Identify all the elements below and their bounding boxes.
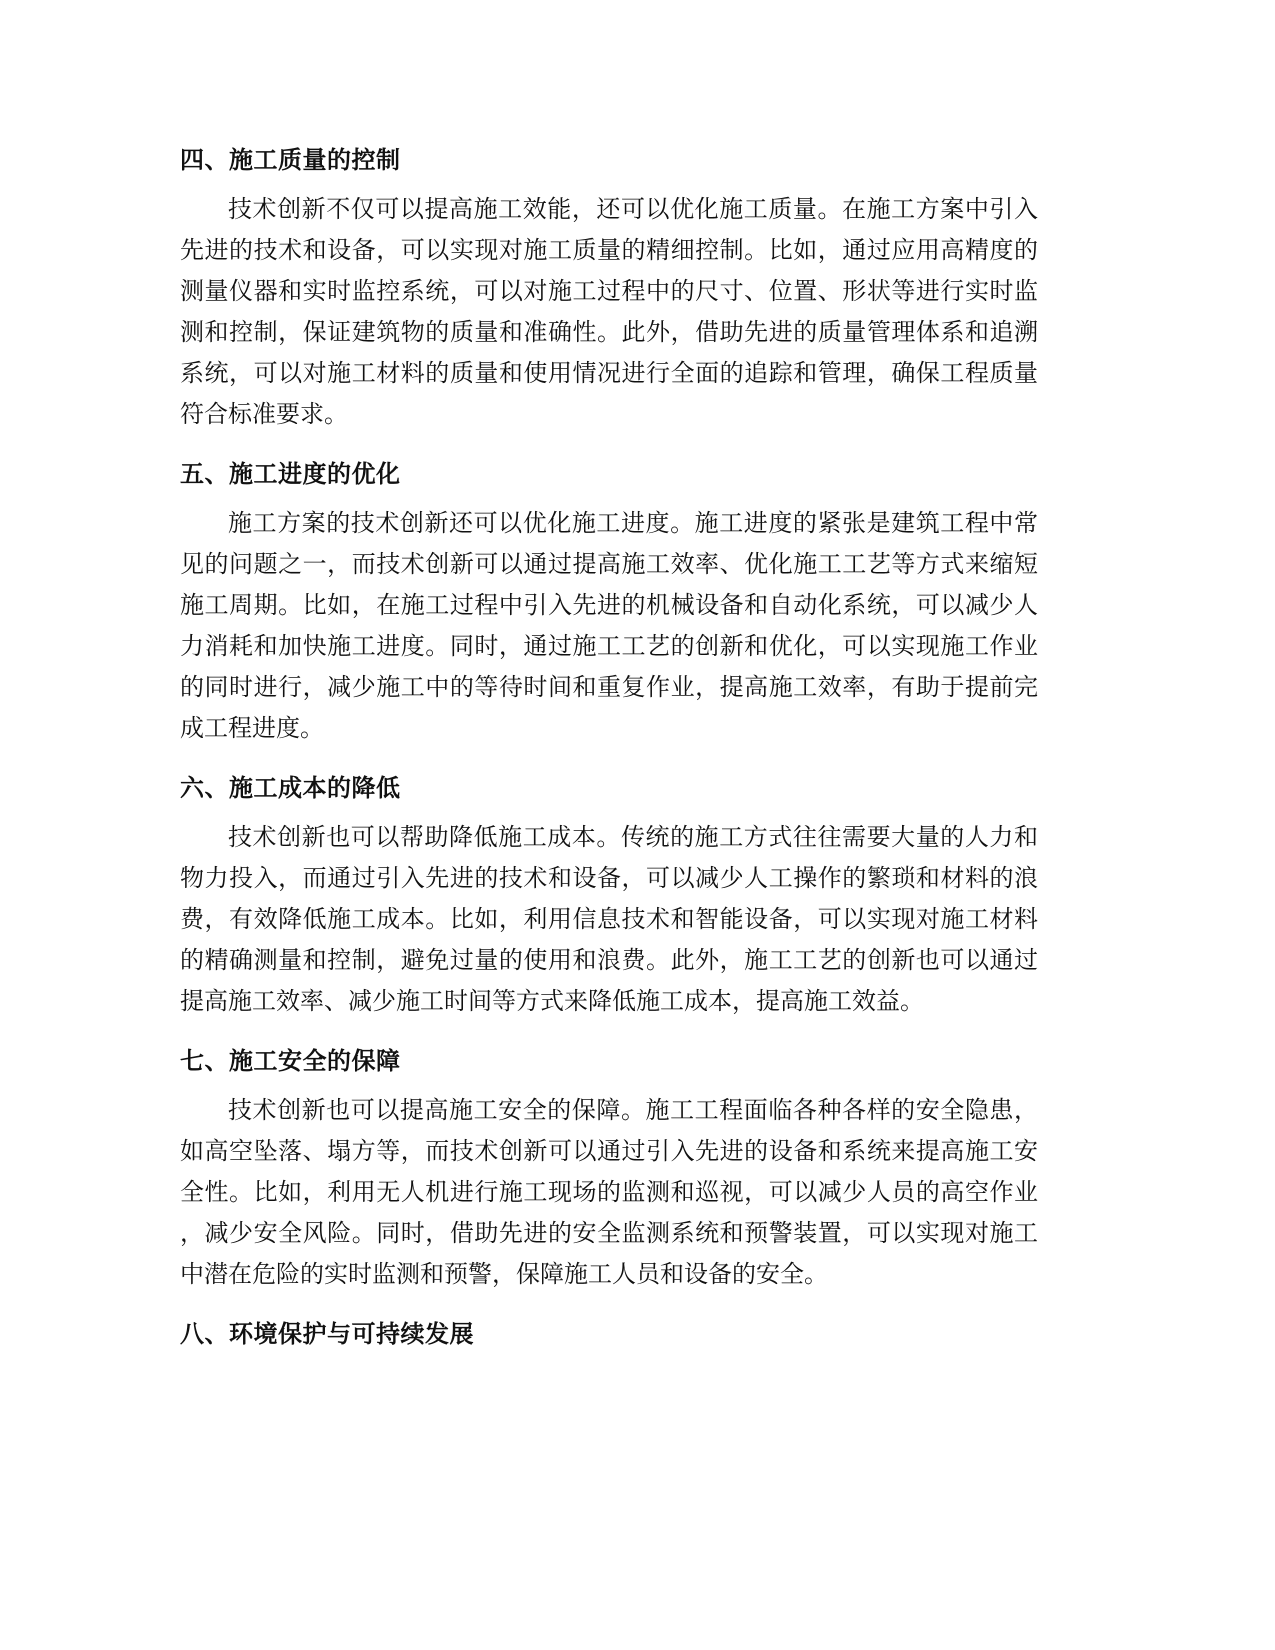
section-schedule-optimization bbox=[180, 454, 1038, 749]
section-heading: 八、环境保护与可持续发展 bbox=[180, 1320, 474, 1348]
section-paragraph: 施工方案的技术创新还可以优化施工进度。施工进度的紧张是建筑工程中常见的问题之一，而技术创新可以通过提高施工效率、优化施工工艺等方式来缩短施工周期。比如，在施工过程中引入先进的机械设备和自动化系统，可以减少人力消耗和加快施工进度。同时，通过施工工艺的创新和优化，可以实现施工作业的同时进行，减少施工中的等待时间和重复作业，提高施工效率，有助于提前完成工程进度。 bbox=[180, 509, 1038, 742]
section-heading: 七、施工安全的保障 bbox=[180, 1047, 401, 1075]
section-paragraph: 技术创新也可以提高施工安全的保障。施工工程面临各种各样的安全隐患，如高空坠落、塌方等，而技术创新可以通过引入先进的设备和系统来提高施工安全性。比如，利用无人机进行施工现场的监测和巡视，可以减少人员的高空作业，减少安全风险。同时，借助先进的安全监测系统和预警装置，可以实现对施工中潜在危险的实时监测和预警，保障施工人员和设备的安全。 bbox=[180, 1096, 1038, 1288]
section-paragraph: 技术创新不仅可以提高施工效能，还可以优化施工质量。在施工方案中引入先进的技术和设备，可以实现对施工质量的精细控制。比如，通过应用高精度的测量仪器和实时监控系统，可以对施工过程中的尺寸、位置、形状等进行实时监测和控制，保证建筑物的质量和准确性。此外，借助先进的质量管理体系和追溯系统，可以对施工材料的质量和使用情况进行全面的追踪和管理，确保工程质量符合标准要求。 bbox=[180, 195, 1038, 428]
document-page bbox=[180, 140, 1038, 1354]
section-heading: 六、施工成本的降低 bbox=[180, 774, 401, 802]
section-environmental-protection bbox=[180, 1314, 1038, 1354]
section-cost-reduction bbox=[180, 768, 1038, 1022]
section-heading: 五、施工进度的优化 bbox=[180, 460, 401, 488]
section-safety-assurance bbox=[180, 1041, 1038, 1295]
section-heading: 四、施工质量的控制 bbox=[180, 146, 401, 174]
section-paragraph: 技术创新也可以帮助降低施工成本。传统的施工方式往往需要大量的人力和物力投入，而通过引入先进的技术和设备，可以减少人工操作的繁琐和材料的浪费，有效降低施工成本。比如，利用信息技术和智能设备，可以实现对施工材料的精确测量和控制，避免过量的使用和浪费。此外，施工工艺的创新也可以通过提高施工效率、减少施工时间等方式来降低施工成本，提高施工效益。 bbox=[180, 823, 1038, 1015]
section-quality-control bbox=[180, 140, 1038, 435]
